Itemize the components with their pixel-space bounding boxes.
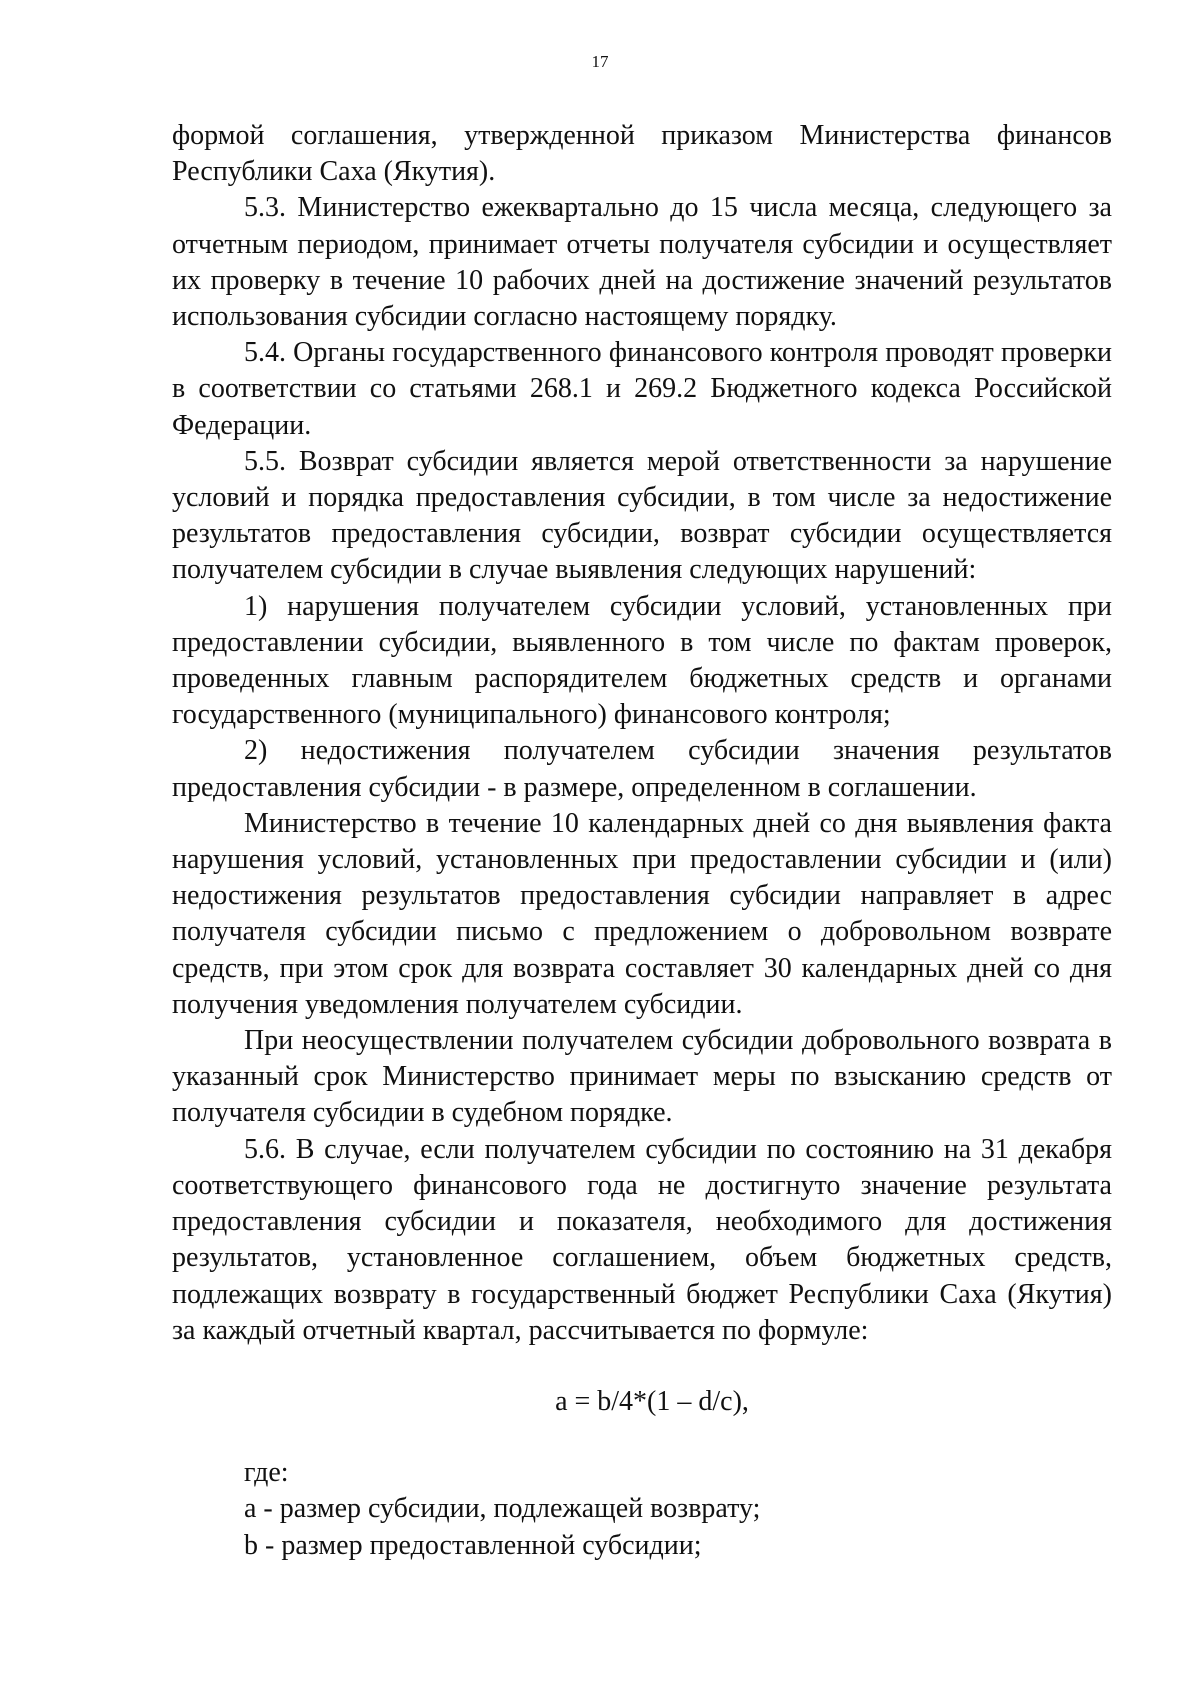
paragraph-5-5: 5.5. Возврат субсидии является мерой ответственности за нарушение условий и порядка предоставления субсидии, в том числе за недостижение результатов предоставления субсидии, возврат субсидии осуществляется получателем субсидии в случае выявления следующих нарушений:: [172, 445, 1112, 586]
paragraph-5-4: 5.4. Органы государственного финансового контроля проводят проверки в соответствии со статьями 268.1 и 269.2 Бюджетного кодекса Российской Федерации.: [172, 337, 1112, 441]
paragraph-judicial-recovery: При неосуществлении получателем субсидии добровольного возврата в указанный срок Министерство принимает меры по взысканию средств от получателя субсидии в судебном порядке.: [172, 1025, 1112, 1129]
legend-intro: где:: [244, 1457, 289, 1489]
paragraph-ministry-notice: Министерство в течение 10 календарных дней со дня выявления факта нарушения условий, установленных при предоставлении субсидии и (или) недостижения результатов предоставления субсидии направляет в адрес получателя субсидии письмо с предложением о добровольном возврате средств, при этом срок для возврата составляет 30 календарных дней со дня получения уведомления получателем субсидии.: [172, 807, 1112, 1020]
legend-item-b: b - размер предоставленной субсидии;: [244, 1529, 702, 1561]
list-item-1: 1) нарушения получателем субсидии условий, установленных при предоставлении субсидии, выявленного в том числе по фактам проверок, проведенных главным распорядителем бюджетных средств и органами государственного (муниципального) финансового контроля;: [172, 590, 1112, 731]
formula: a = b/4*(1 – d/c),: [555, 1385, 749, 1417]
paragraph-5-6: 5.6. В случае, если получателем субсидии по состоянию на 31 декабря соответствующего финансового года не достигнуто значение результата предоставления субсидии и показателя, необходимого для достижения результатов, установленное соглашением, объем бюджетных средств, подлежащих возврату в государственный бюджет Республики Саха (Якутия) за каждый отчетный квартал, рассчитывается по формуле:: [172, 1133, 1112, 1346]
paragraph-5-3: 5.3. Министерство ежеквартально до 15 числа месяца, следующего за отчетным периодом, принимает отчеты получателя субсидии и осуществляет их проверку в течение 10 рабочих дней на достижение значений результатов использования субсидии согласно настоящему порядку.: [172, 192, 1112, 333]
list-item-2: 2) недостижения получателем субсидии значения результатов предоставления субсидии - в размере, определенном в соглашении.: [172, 735, 1112, 803]
paragraph-continuation: формой соглашения, утвержденной приказом Министерства финансов Республики Саха (Якутия).: [172, 120, 1112, 188]
page-number: 17: [591, 52, 609, 71]
document-body: [172, 118, 1112, 1564]
legend-item-a: a - размер субсидии, подлежащей возврату;: [244, 1493, 761, 1525]
